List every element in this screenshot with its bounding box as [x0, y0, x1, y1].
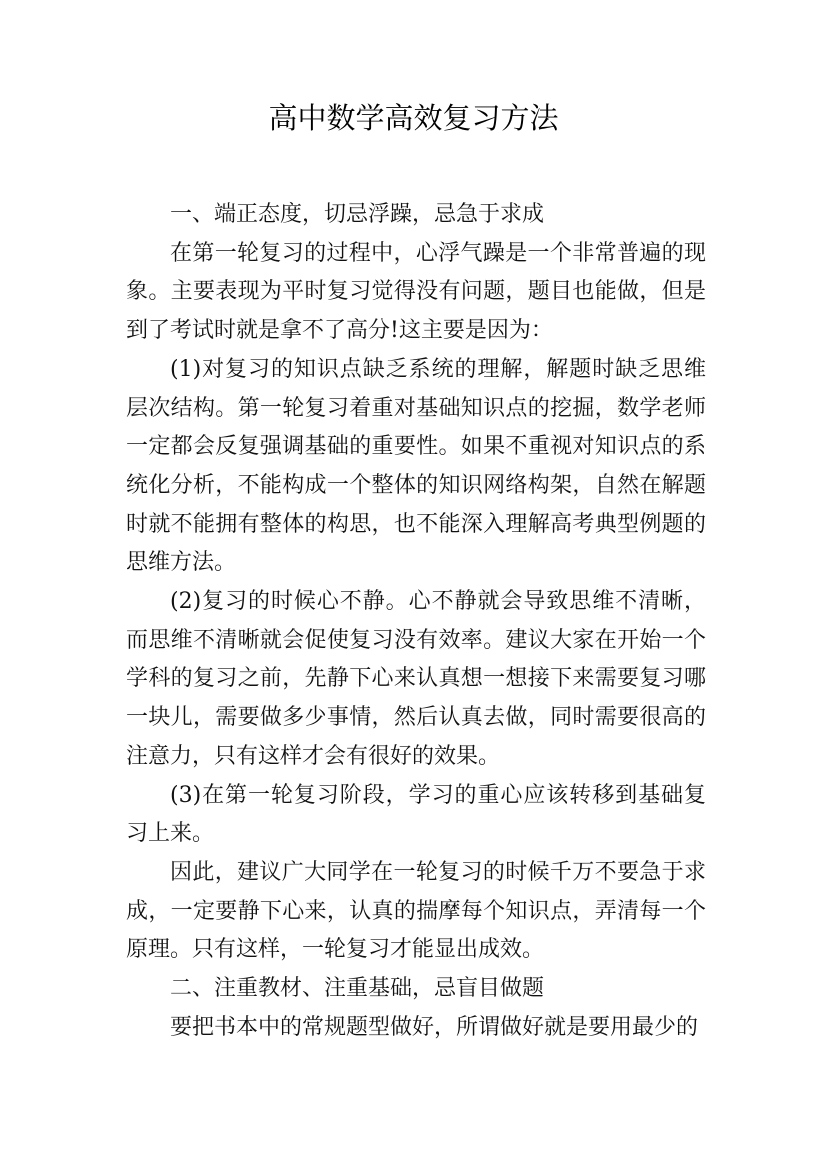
document-body: [126, 196, 706, 1047]
paragraph: 因此，建议广大同学在一轮复习的时候千万不要急于求成，一定要静下心来，认真的揣摩每个知识点，弄清每一个原理。只有这样，一轮复习才能显出成效。: [126, 859, 706, 963]
paragraph: (2)复习的时候心不静。心不静就会导致思维不清晰，而思维不清晰就会促使复习没有效率。建议大家在开始一个学科的复习之前，先静下心来认真想一想接下来需要复习哪一块儿，需要做多少事情，然后认真去做，同时需要很高的注意力，只有这样才会有很好的效果。: [126, 589, 706, 769]
paragraph: 在第一轮复习的过程中，心浮气躁是一个非常普遍的现象。主要表现为平时复习觉得没有问题，题目也能做，但是到了考试时就是拿不了高分!这主要是因为：: [126, 240, 706, 344]
paragraph: (1)对复习的知识点缺乏系统的理解，解题时缺乏思维层次结构。第一轮复习着重对基础知识点的挖掘，数学老师一定都会反复强调基础的重要性。如果不重视对知识点的系统化分析，不能构成一个整体的知识网络构架，自然在解题时就不能拥有整体的构思，也不能深入理解高考典型例题的思维方法。: [126, 356, 706, 576]
paragraph: (3)在第一轮复习阶段，学习的重心应该转移到基础复习上来。: [126, 782, 706, 847]
section-heading: 二、注重教材、注重基础，忌盲目做题: [170, 976, 545, 1002]
paragraph: 要把书本中的常规题型做好，所谓做好就是要用最少的: [170, 1014, 699, 1040]
section-heading: 一、端正态度，切忌浮躁，忌急于求成: [170, 202, 545, 227]
document-title: 高中数学高效复习方法: [268, 101, 559, 135]
